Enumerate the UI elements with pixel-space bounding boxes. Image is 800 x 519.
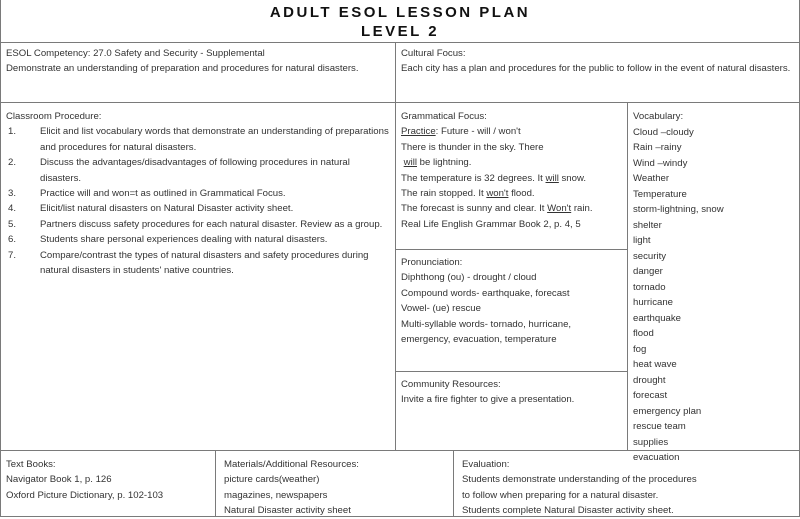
- title-line-1: ADULT ESOL LESSON PLAN: [269, 4, 531, 21]
- procedure-step: [6, 232, 390, 247]
- vocabulary-word: supplies: [633, 436, 669, 448]
- vocabulary-word: fog: [633, 343, 647, 355]
- step-text: Elicit and list vocabulary words that demonstrate an understanding of preparations and procedures for natural disasters.: [40, 126, 389, 153]
- procedure-cell: [0, 102, 396, 451]
- vocabulary-word: shelter: [633, 219, 662, 231]
- step-number: 6.: [8, 234, 17, 246]
- step-number: 5.: [8, 218, 17, 230]
- evaluation-line: to follow when preparing for a natural disaster.: [462, 489, 659, 501]
- procedure-label: Classroom Procedure:: [6, 111, 102, 122]
- vocabulary-word: Weather: [633, 173, 670, 184]
- practice-label: Practice: [401, 126, 436, 138]
- vocabulary-word: hurricane: [633, 297, 673, 308]
- step-number: 2.: [8, 157, 17, 169]
- vocabulary-word: drought: [633, 374, 666, 386]
- cultural-label: Cultural Focus:: [401, 48, 466, 59]
- vocabulary-word: flood: [633, 328, 654, 339]
- competency-text: Demonstrate an understanding of preparation and procedures for natural disasters.: [6, 63, 359, 75]
- pron-line: Multi-syllable words- tornado, hurricane, emergency, evacuation, temperature: [401, 318, 572, 346]
- step-text: Elicit/list natural disasters on Natural Disaster activity sheet.: [40, 203, 294, 215]
- pron-line: Vowel- (ue) rescue: [401, 303, 481, 315]
- vocabulary-word: Rain –rainy: [633, 142, 682, 153]
- vocabulary-list: [633, 125, 794, 466]
- practice-text: : Future - will / won't: [435, 126, 521, 138]
- textbooks-label: Text Books:: [6, 459, 56, 470]
- vocabulary-word: Temperature: [633, 188, 687, 200]
- evaluation-cell: [453, 450, 800, 517]
- pron-line: Diphthong (ou) - drought / cloud: [401, 272, 537, 284]
- vocabulary-word: rescue team: [633, 421, 686, 432]
- step-text: Practice will and won=t as outlined in Grammatical Focus.: [40, 188, 286, 200]
- materials-label: Materials/Additional Resources:: [224, 459, 359, 470]
- step-number: 4.: [8, 203, 17, 215]
- community-cell: [395, 371, 628, 451]
- procedure-step: [6, 201, 390, 216]
- vocabulary-word: storm-lightning, snow: [633, 204, 724, 215]
- vocabulary-word: light: [633, 235, 651, 246]
- sentence-1: There is thunder in the sky. There will be lightning.: [401, 141, 544, 169]
- competency-cell: [0, 42, 396, 103]
- community-label: Community Resources:: [401, 379, 501, 390]
- step-number: 3.: [8, 188, 17, 200]
- evaluation-line: Students demonstrate understanding of the procedures: [462, 474, 697, 486]
- vocabulary-word: tornado: [633, 281, 666, 293]
- pronunciation-label: Pronunciation:: [401, 257, 463, 268]
- grammar-cell: [395, 102, 628, 250]
- textbooks-cell: [0, 450, 216, 517]
- material: Natural Disaster activity sheet: [224, 505, 351, 517]
- vocabulary-word: emergency plan: [633, 405, 702, 417]
- step-text: Discuss the advantages/disadvantages of following procedures in natural disasters.: [40, 157, 350, 184]
- vocabulary-word: danger: [633, 266, 663, 277]
- cultural-cell: [395, 42, 800, 103]
- vocabulary-word: heat wave: [633, 359, 677, 370]
- procedure-step: [6, 124, 390, 155]
- step-number: 7.: [8, 249, 17, 261]
- community-text: Invite a fire fighter to give a presentation.: [401, 394, 575, 406]
- step-text: Partners discuss safety procedures for each natural disaster. Review as a group.: [40, 218, 383, 230]
- step-number: 1.: [8, 126, 17, 138]
- evaluation-line: Students complete Natural Disaster activity sheet.: [462, 505, 674, 517]
- title-line-2: LEVEL 2: [360, 23, 440, 40]
- textbook: Navigator Book 1, p. 126: [6, 474, 112, 486]
- material: picture cards(weather): [224, 474, 320, 486]
- vocabulary-word: Cloud –cloudy: [633, 126, 694, 138]
- vocabulary-word: forecast: [633, 390, 668, 401]
- page-title: [0, 0, 800, 43]
- competency-label: ESOL Competency: 27.0 Safety and Security - Supplemental: [6, 48, 265, 59]
- grammar-reference: Real Life English Grammar Book 2, p. 4, 5: [401, 218, 581, 230]
- sentence-3: The rain stopped. It won't flood.: [401, 188, 535, 200]
- procedure-step: [6, 186, 390, 201]
- pronunciation-cell: [395, 249, 628, 372]
- procedure-step: [6, 217, 390, 232]
- step-text: Compare/contrast the types of natural disasters and safety procedures during natural disasters in students' native countries.: [40, 249, 369, 277]
- pron-line: Compound words- earthquake, forecast: [401, 287, 570, 299]
- sentence-2: The temperature is 32 degrees. It will snow.: [401, 172, 587, 184]
- step-text: Students share personal experiences dealing with natural disasters.: [40, 234, 328, 246]
- textbook: Oxford Picture Dictionary, p. 102-103: [6, 489, 164, 501]
- vocabulary-word: evacuation: [633, 452, 680, 463]
- evaluation-label: Evaluation:: [462, 459, 510, 470]
- vocabulary-word: earthquake: [633, 312, 682, 324]
- grammar-label: Grammatical Focus:: [401, 111, 487, 122]
- vocabulary-word: Wind –windy: [633, 157, 688, 169]
- procedure-list: [6, 124, 390, 278]
- vocabulary-label: Vocabulary:: [633, 111, 684, 122]
- procedure-step: [6, 155, 390, 186]
- cultural-text: Each city has a plan and procedures for the public to follow in the event of natural disasters.: [401, 63, 791, 75]
- vocabulary-word: security: [633, 250, 667, 262]
- material: magazines, newspapers: [224, 489, 328, 501]
- sentence-4: The forecast is sunny and clear. It Won't rain.: [401, 203, 593, 215]
- vocabulary-cell: [627, 102, 800, 463]
- procedure-step: [6, 248, 390, 279]
- materials-cell: [215, 450, 454, 517]
